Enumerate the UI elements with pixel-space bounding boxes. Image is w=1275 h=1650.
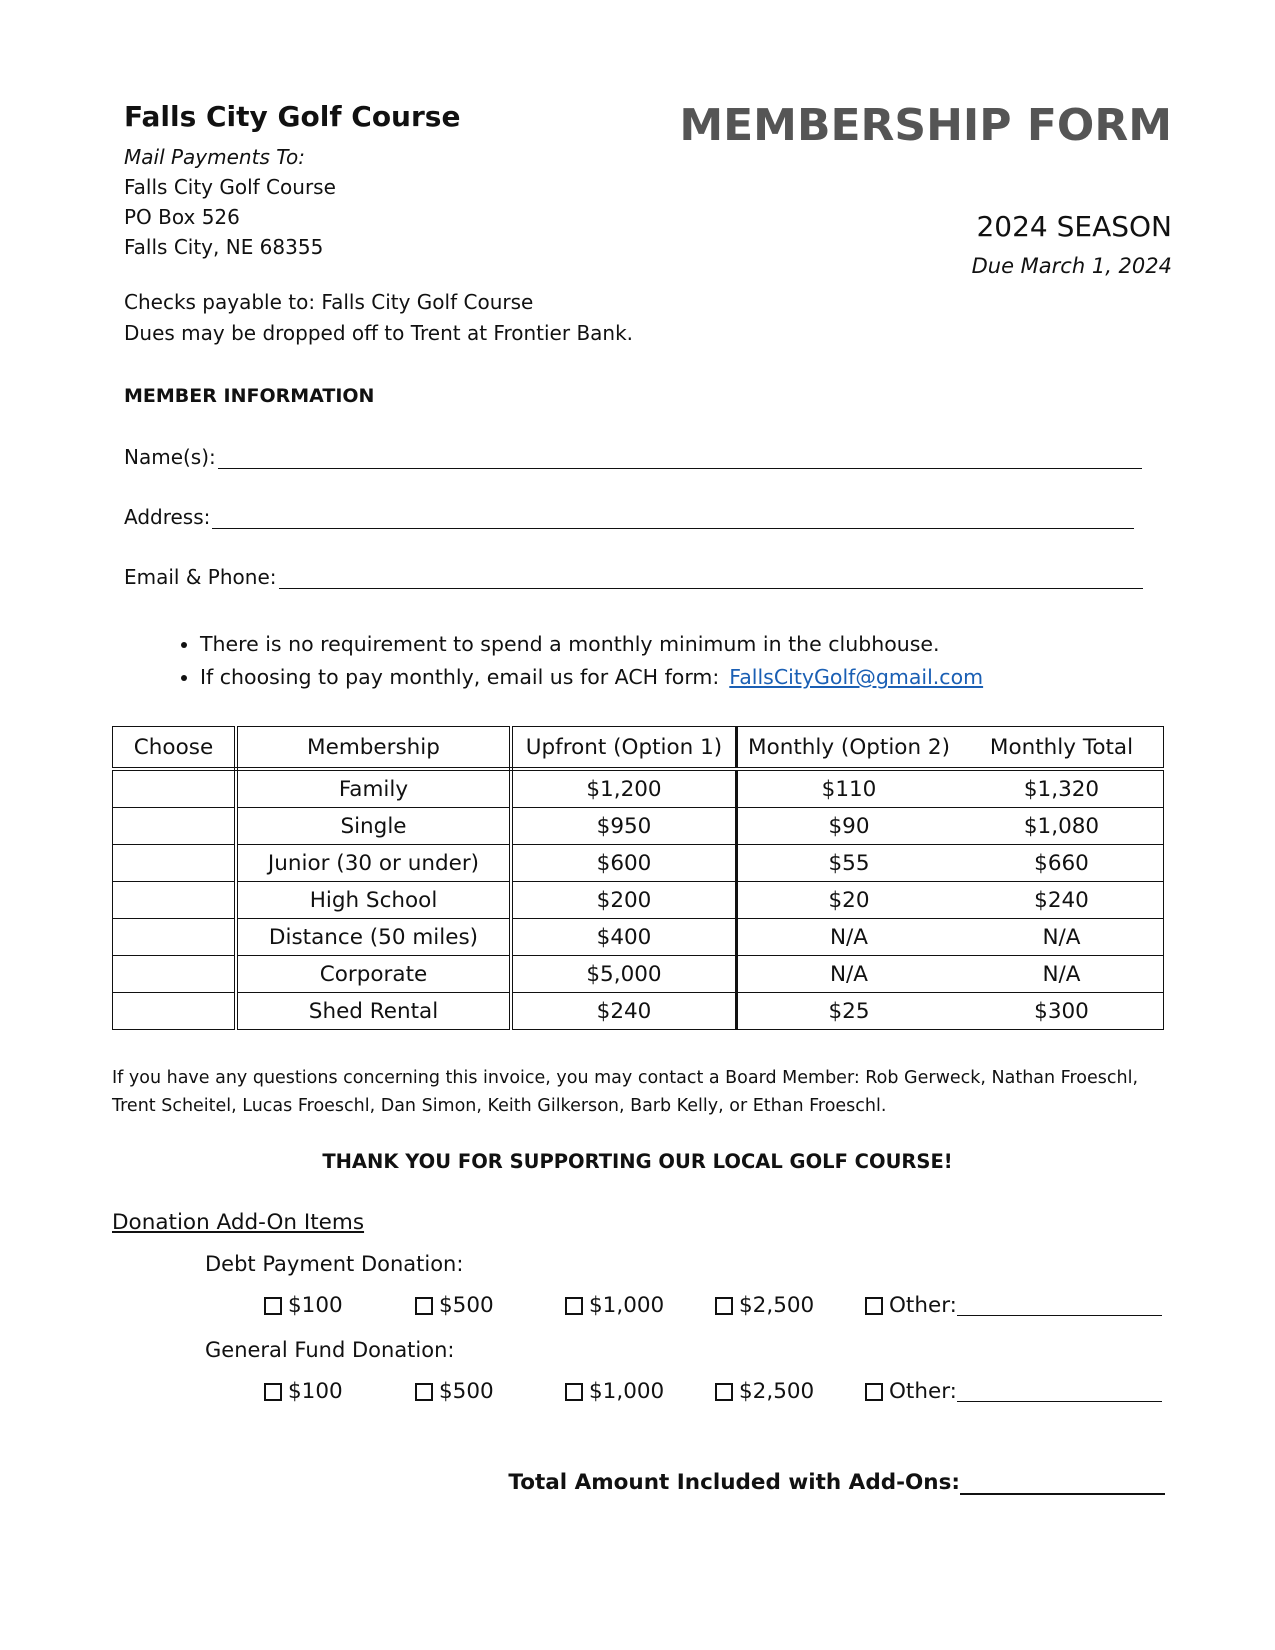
debt-donation-label: Debt Payment Donation:: [205, 1252, 464, 1276]
due-date: Due March 1, 2024: [971, 254, 1172, 278]
names-label: Name(s):: [124, 445, 216, 469]
checkbox[interactable]: [415, 1297, 433, 1315]
option-label: $1,000: [589, 1293, 665, 1318]
option-label: $2,500: [739, 1379, 815, 1404]
email-phone-blank[interactable]: [279, 568, 1143, 589]
monthly-cell: $90: [737, 808, 961, 845]
checkbox[interactable]: [865, 1297, 883, 1315]
membership-cell: Shed Rental: [236, 993, 511, 1030]
choose-cell[interactable]: [113, 993, 237, 1030]
checkbox[interactable]: [264, 1383, 282, 1401]
table-row: [113, 993, 1164, 1030]
upfront-cell: $240: [511, 993, 737, 1030]
header-monthly-total: Monthly Total: [960, 727, 1164, 770]
mail-label: Mail Payments To:: [124, 145, 305, 169]
option-label: $1,000: [589, 1379, 665, 1404]
season: 2024 SEASON: [976, 210, 1172, 243]
choose-cell[interactable]: [113, 919, 237, 956]
debt-option-500[interactable]: [415, 1293, 494, 1318]
names-field[interactable]: [124, 445, 1142, 469]
total-amount-field[interactable]: [508, 1470, 1165, 1495]
table-row: [113, 882, 1164, 919]
monthly-total-cell: N/A: [960, 919, 1164, 956]
checks-payable: Checks payable to: Falls City Golf Course: [124, 290, 534, 314]
option-label: $100: [288, 1293, 343, 1318]
checkbox[interactable]: [565, 1297, 583, 1315]
general-option-2500[interactable]: [715, 1379, 814, 1404]
email-phone-label: Email & Phone:: [124, 565, 277, 589]
monthly-total-cell: $1,080: [960, 808, 1164, 845]
contact-line: If you have any questions concerning this invoice, you may contact a Board Member: Rob Gerweck, Nathan Froeschl,: [112, 1068, 1139, 1088]
choose-cell[interactable]: [113, 769, 237, 808]
form-title: MEMBERSHIP FORM: [679, 100, 1172, 151]
option-label: Other:: [889, 1293, 957, 1318]
general-option-1000[interactable]: [565, 1379, 664, 1404]
membership-cell: High School: [236, 882, 511, 919]
note-text: There is no requirement to spend a monthly minimum in the clubhouse.: [200, 632, 940, 656]
general-option-100[interactable]: [264, 1379, 343, 1404]
address-line: Falls City, NE 68355: [124, 235, 324, 259]
upfront-cell: $5,000: [511, 956, 737, 993]
debt-option-1000[interactable]: [565, 1293, 664, 1318]
table-row: [113, 808, 1164, 845]
monthly-cell: $25: [737, 993, 961, 1030]
checkbox[interactable]: [865, 1383, 883, 1401]
monthly-total-cell: $300: [960, 993, 1164, 1030]
table-row: [113, 956, 1164, 993]
choose-cell[interactable]: [113, 956, 237, 993]
total-label: Total Amount Included with Add-Ons:: [508, 1470, 960, 1495]
upfront-cell: $600: [511, 845, 737, 882]
choose-cell[interactable]: [113, 808, 237, 845]
membership-cell: Family: [236, 769, 511, 808]
member-info-title: MEMBER INFORMATION: [124, 385, 375, 407]
debt-option-2500[interactable]: [715, 1293, 814, 1318]
monthly-cell: $55: [737, 845, 961, 882]
checkbox[interactable]: [715, 1383, 733, 1401]
address-line: Falls City Golf Course: [124, 175, 336, 199]
email-phone-field[interactable]: [124, 565, 1143, 589]
option-label: $2,500: [739, 1293, 815, 1318]
checkbox[interactable]: [415, 1383, 433, 1401]
option-label: $500: [439, 1293, 494, 1318]
table-row: [113, 919, 1164, 956]
names-blank[interactable]: [218, 448, 1142, 469]
general-option-500[interactable]: [415, 1379, 494, 1404]
monthly-total-cell: $1,320: [960, 769, 1164, 808]
choose-cell[interactable]: [113, 882, 237, 919]
upfront-cell: $950: [511, 808, 737, 845]
address-label: Address:: [124, 505, 211, 529]
upfront-cell: $400: [511, 919, 737, 956]
monthly-total-cell: $240: [960, 882, 1164, 919]
table-row: [113, 845, 1164, 882]
donation-title: Donation Add-On Items: [112, 1210, 365, 1235]
upfront-cell: $200: [511, 882, 737, 919]
general-donation-label: General Fund Donation:: [205, 1338, 455, 1362]
monthly-cell: N/A: [737, 956, 961, 993]
note-item: [200, 632, 983, 656]
total-blank[interactable]: [960, 1473, 1165, 1495]
monthly-total-cell: N/A: [960, 956, 1164, 993]
note-item: [200, 665, 983, 689]
membership-cell: Corporate: [236, 956, 511, 993]
table-row: [113, 769, 1164, 808]
membership-cell: Junior (30 or under): [236, 845, 511, 882]
membership-table: [112, 726, 1164, 1030]
dropoff-note: Dues may be dropped off to Trent at Frontier Bank.: [124, 321, 634, 345]
debt-option-other[interactable]: [865, 1293, 1162, 1318]
email-link[interactable]: FallsCityGolf@gmail.com: [729, 665, 984, 689]
notes-list: [150, 632, 983, 698]
option-label: Other:: [889, 1379, 957, 1404]
upfront-cell: $1,200: [511, 769, 737, 808]
header-upfront: Upfront (Option 1): [511, 727, 737, 770]
thank-you-message: THANK YOU FOR SUPPORTING OUR LOCAL GOLF COURSE!: [322, 1150, 953, 1173]
monthly-cell: N/A: [737, 919, 961, 956]
org-name: Falls City Golf Course: [124, 100, 461, 133]
membership-cell: Single: [236, 808, 511, 845]
header-membership: Membership: [236, 727, 511, 770]
debt-option-100[interactable]: [264, 1293, 343, 1318]
other-amount-blank[interactable]: [957, 1295, 1162, 1316]
note-text: If choosing to pay monthly, email us for ACH form:: [200, 665, 720, 689]
address-blank[interactable]: [212, 508, 1134, 529]
option-label: $100: [288, 1379, 343, 1404]
contact-paragraph: [112, 1064, 1172, 1120]
membership-cell: Distance (50 miles): [236, 919, 511, 956]
monthly-total-cell: $660: [960, 845, 1164, 882]
checkbox[interactable]: [715, 1297, 733, 1315]
other-amount-blank[interactable]: [957, 1381, 1162, 1402]
address-field[interactable]: [124, 505, 1134, 529]
monthly-cell: $20: [737, 882, 961, 919]
general-option-other[interactable]: [865, 1379, 1162, 1404]
monthly-cell: $110: [737, 769, 961, 808]
header-choose: Choose: [113, 727, 237, 770]
choose-cell[interactable]: [113, 845, 237, 882]
checkbox[interactable]: [264, 1297, 282, 1315]
checkbox[interactable]: [565, 1383, 583, 1401]
header-monthly: Monthly (Option 2): [737, 727, 961, 770]
table-header-row: [113, 727, 1164, 770]
contact-line: Trent Scheitel, Lucas Froeschl, Dan Simon, Keith Gilkerson, Barb Kelly, or Ethan Froeschl.: [112, 1096, 887, 1116]
option-label: $500: [439, 1379, 494, 1404]
address-line: PO Box 526: [124, 205, 240, 229]
